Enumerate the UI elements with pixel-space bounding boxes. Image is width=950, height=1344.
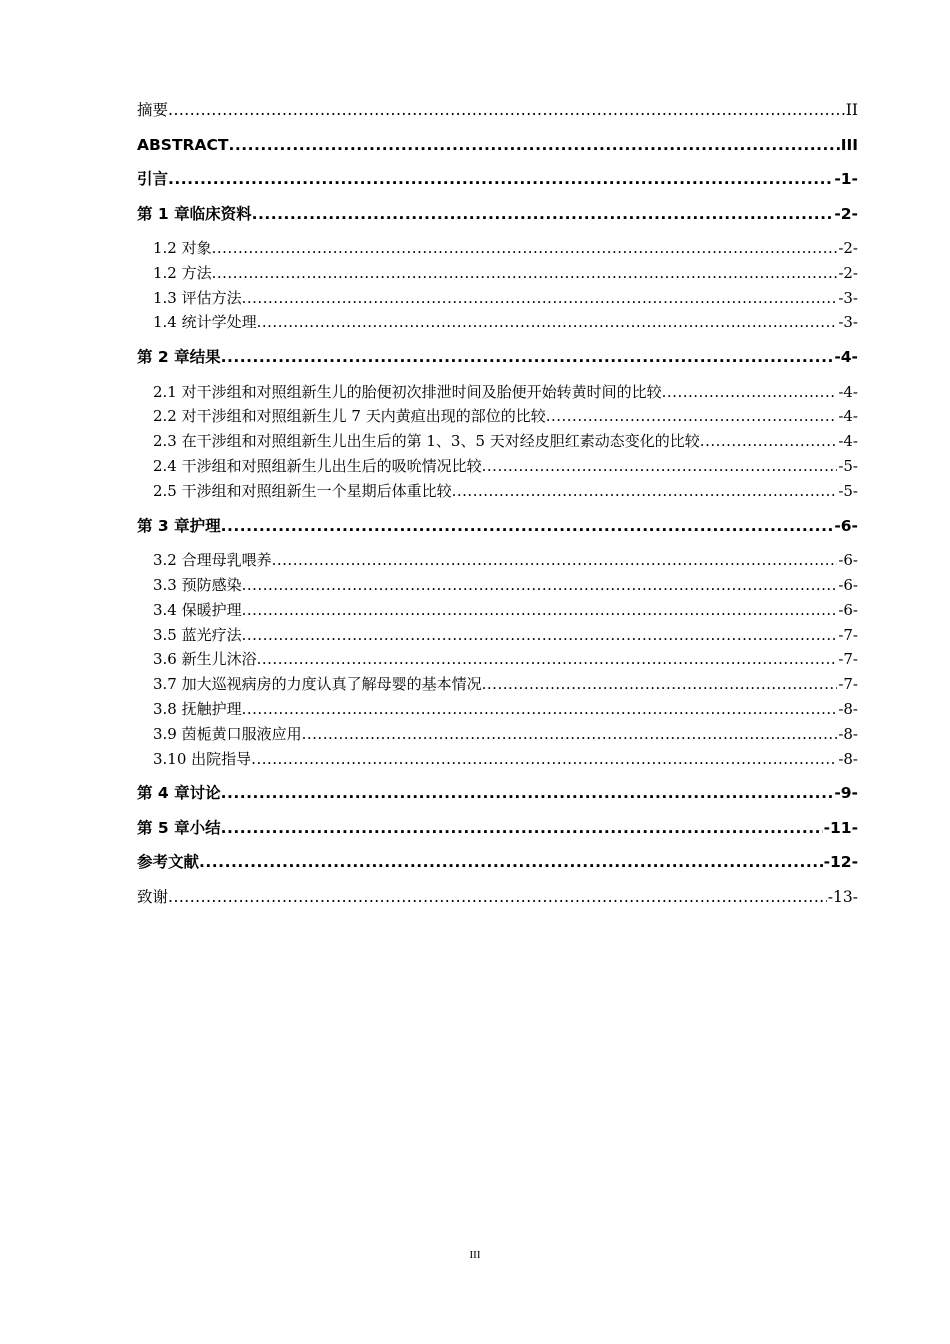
toc-section-entry[interactable] [137, 261, 858, 286]
toc-dot-leader [242, 286, 838, 310]
toc-entry-page-number: -7- [838, 650, 858, 669]
toc-entry-label: 3.4 保暖护理 [153, 600, 242, 619]
toc-entry-label: 第 2 章结果 [137, 348, 221, 367]
toc-chapter-entry[interactable] [137, 133, 858, 168]
toc-entry-label: 2.2 对干涉组和对照组新生儿 7 天内黄疸出现的部位的比较 [153, 407, 546, 426]
toc-entry-page-number: -9- [834, 784, 858, 803]
toc-entry-label: 3.6 新生儿沐浴 [153, 650, 257, 669]
toc-dot-leader [212, 261, 838, 285]
toc-entry-page-number: -5- [838, 457, 858, 476]
toc-chapter-entry[interactable] [137, 781, 858, 816]
toc-entry-label: ABSTRACT [137, 135, 229, 154]
toc-section-entry[interactable] [137, 404, 858, 429]
toc-section-entry[interactable] [137, 598, 858, 623]
toc-entry-page-number: -4- [838, 432, 858, 451]
toc-entry-page-number: -2- [834, 204, 858, 223]
toc-entry-page-number: -13- [827, 887, 858, 906]
toc-section-entry[interactable] [137, 236, 858, 261]
toc-entry-label: 3.7 加大巡视病房的力度认真了解母婴的基本情况 [153, 675, 482, 694]
toc-dot-leader [221, 781, 834, 805]
toc-dot-leader [700, 429, 838, 453]
toc-entry-page-number: -4- [838, 382, 858, 401]
toc-entry-page-number: -6- [838, 600, 858, 619]
toc-entry-label: 2.3 在干涉组和对照组新生儿出生后的第 1、3、5 天对经皮胆红素动态变化的比较 [153, 432, 700, 451]
toc-dot-leader [168, 98, 845, 122]
toc-dot-leader [257, 647, 838, 671]
toc-entry-page-number: -3- [838, 288, 858, 307]
toc-entry-page-number: -5- [838, 481, 858, 500]
toc-entry-label: 第 1 章临床资料 [137, 204, 252, 223]
toc-dot-leader [168, 885, 827, 909]
toc-chapter-entry[interactable] [137, 850, 858, 885]
toc-entry-page-number: -6- [838, 575, 858, 594]
toc-section-entry[interactable] [137, 647, 858, 672]
toc-dot-leader [242, 573, 838, 597]
toc-entry-page-number: -3- [838, 313, 858, 332]
toc-entry-label: 1.3 评估方法 [153, 288, 242, 307]
toc-entry-page-number: -11- [823, 818, 858, 837]
toc-dot-leader [302, 722, 838, 746]
toc-dot-leader [242, 697, 838, 721]
toc-entry-page-number: -7- [838, 675, 858, 694]
toc-entry-label: 2.4 干涉组和对照组新生儿出生后的吸吮情况比较 [153, 457, 482, 476]
toc-dot-leader [482, 454, 838, 478]
toc-section-entry[interactable] [137, 672, 858, 697]
toc-entry-page-number: -12- [823, 853, 858, 872]
toc-entry-label: 3.9 茵栀黄口服液应用 [153, 724, 302, 743]
page-number-footer: III [469, 1249, 481, 1261]
toc-entry-page-number: -2- [838, 263, 858, 282]
toc-dot-leader [228, 133, 839, 157]
toc-dot-leader [272, 548, 838, 572]
toc-section-entry[interactable] [137, 747, 858, 772]
toc-entry-label: 第 4 章讨论 [137, 784, 221, 803]
toc-entry-page-number: III [840, 135, 858, 154]
toc-entry-label: 3.10 出院指导 [153, 749, 252, 768]
toc-entry-page-number: -7- [838, 625, 858, 644]
toc-entry-label: 3.2 合理母乳喂养 [153, 551, 272, 570]
toc-dot-leader [221, 514, 834, 538]
toc-chapter-entry[interactable] [137, 816, 858, 851]
toc-section-entry[interactable] [137, 697, 858, 722]
toc-section-entry[interactable] [137, 573, 858, 598]
toc-entry-page-number: -8- [838, 699, 858, 718]
toc-entry-label: 致谢 [137, 887, 169, 906]
toc-section-entry[interactable] [137, 623, 858, 648]
toc-entry-label: 3.8 抚触护理 [153, 699, 242, 718]
toc-dot-leader [212, 236, 838, 260]
toc-entry-label: 1.4 统计学处理 [153, 313, 257, 332]
toc-dot-leader [252, 202, 834, 226]
toc-dot-leader [221, 816, 823, 840]
toc-chapter-entry[interactable] [137, 202, 858, 237]
toc-entry-label: 摘要 [137, 101, 169, 119]
toc-entry-label: 2.5 干涉组和对照组新生一个星期后体重比较 [153, 481, 452, 500]
toc-dot-leader [482, 672, 838, 696]
toc-entry-label: 第 5 章小结 [137, 818, 221, 837]
toc-entry-page-number: -6- [834, 516, 858, 535]
toc-dot-leader [452, 479, 838, 503]
toc-entry-page-number: -4- [838, 407, 858, 426]
toc-entry-label: 2.1 对干涉组和对照组新生儿的胎便初次排泄时间及胎便开始转黄时间的比较 [153, 382, 662, 401]
toc-chapter-entry[interactable] [137, 98, 858, 133]
toc-entry-page-number: -6- [838, 551, 858, 570]
toc-entry-page-number: -8- [838, 749, 858, 768]
toc-chapter-entry[interactable] [137, 885, 858, 920]
toc-chapter-entry[interactable] [137, 345, 858, 380]
toc-section-entry[interactable] [137, 429, 858, 454]
toc-entry-label: 第 3 章护理 [137, 516, 221, 535]
toc-entry-label: 1.2 对象 [153, 239, 212, 257]
toc-entry-label: 3.3 预防感染 [153, 575, 242, 594]
toc-entry-label: 1.2 方法 [153, 263, 212, 282]
toc-dot-leader [199, 850, 823, 874]
toc-dot-leader [242, 623, 838, 647]
toc-section-entry[interactable] [137, 479, 858, 504]
toc-entry-page-number: II [845, 101, 858, 119]
toc-entry-page-number: -2- [838, 239, 858, 257]
toc-dot-leader [662, 380, 838, 404]
toc-section-entry[interactable] [137, 454, 858, 479]
toc-entry-label: 参考文献 [137, 853, 200, 872]
toc-section-entry[interactable] [137, 548, 858, 573]
toc-dot-leader [221, 345, 834, 369]
toc-dot-leader [251, 747, 837, 771]
toc-chapter-entry[interactable] [137, 514, 858, 549]
toc-dot-leader [546, 404, 838, 428]
table-of-contents [137, 98, 858, 919]
toc-entry-page-number: -1- [834, 170, 858, 188]
toc-section-entry[interactable] [137, 722, 858, 747]
toc-section-entry[interactable] [137, 286, 858, 311]
toc-entry-page-number: -8- [838, 724, 858, 743]
toc-entry-page-number: -4- [834, 348, 858, 367]
toc-chapter-entry[interactable] [137, 167, 858, 202]
toc-section-entry[interactable] [137, 310, 858, 335]
toc-dot-leader [257, 310, 838, 334]
toc-dot-leader [168, 167, 833, 191]
toc-section-entry[interactable] [137, 380, 858, 405]
toc-entry-label: 引言 [137, 170, 169, 188]
toc-dot-leader [242, 598, 838, 622]
toc-entry-label: 3.5 蓝光疗法 [153, 625, 242, 644]
